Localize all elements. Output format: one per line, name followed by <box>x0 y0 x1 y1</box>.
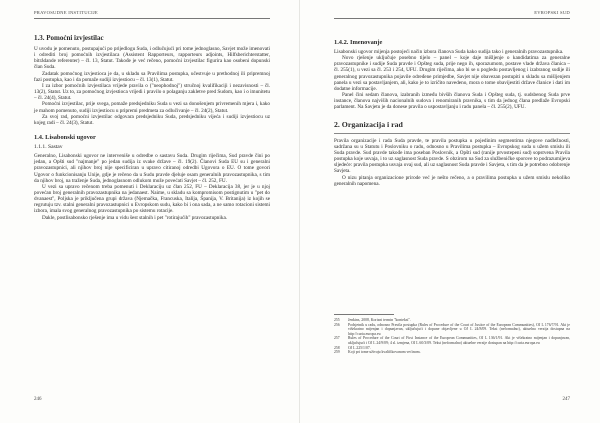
subsection-title: 1.1.1. Sastav <box>34 144 63 151</box>
section-2-title: 2. Organizacija i rad <box>334 119 403 129</box>
paragraph: O nizu pitanja organizacione prirode već je nešto rečeno, a o pravilima postupka u užem smislu nekoliko generalnih napomena. <box>334 174 570 187</box>
running-head-right: EVROPSKI SUD <box>534 10 570 15</box>
footnote-number: 258 <box>334 345 340 350</box>
footnote-text: Rules of Procedure of the Court of First Instance of the European Communities, OJ L 136/1/91. Akt je višekratno mijenjan i dopunjavan, uključujući i OJ L 24/9/09; 4 sl. izmjena, OJ L 60/3/09. Tekst (neformalno) aktuelne verzije dostupan na http://curia.europa.eu <box>348 336 570 345</box>
paragraph: Novo rješenje uključuje posebno tijelo – panel – koje daje mišljenje o kandidatima za generalne pravozastupnike i sudije Suda pravde i Opšteg suda, prije nego ih, sporazumom, postave vlade država članica – čl. 255(1), u vezi sa čl. 253 i 254, UFU. Drugim riječima, ako bi se u pogledu postavljenog i izabranog sudije ili generalnog pravozastupnika pojavile određene primjedbe, Savjet nije obavezan postupiti u skladu sa mišljenjem panela u vezi sa postavljanjem, ali, kako je to izričito navedeno, mora o tome obavijestiti države članice i dati im dodatne informacije. <box>334 55 570 92</box>
right-page <box>300 0 600 423</box>
paragraph: Dakle, postlisabonsko rješenje ima u vidu šest stalnih i pet "rotirajućih" pravozastupnika. <box>42 214 228 221</box>
page-number-right: 247 <box>562 397 570 402</box>
footnote-text: Jenkins, 2008, Korisni termin "kontekst". <box>348 318 411 322</box>
page-number-left: 246 <box>34 397 42 402</box>
footnote-text: Podsjetnik u radu, odnosno Pravila postupka (Rules of Procedure of the Court of Justice of the European Communities), OJ L 176/7/91. Akt je višekratno mijenjan i dopunjavan, uključujući i dopune objavljene u OJ L 24/8/09. Tekst (neformalno), aktuelna verzija dostupna na http://curia.europa.eu <box>348 322 570 336</box>
running-head-left: PRAVOSUDNE INSTITUCIJE <box>34 10 98 15</box>
footnote-number: 257 <box>334 336 340 341</box>
paragraph: Lisabonski ugovor mijenja postojeći način izbora članova Suda kako sudija tako i generalnih pravozastupnika. <box>334 49 564 55</box>
header-rule-right <box>334 18 570 19</box>
footnote-number: 256 <box>334 322 340 327</box>
paragraph: Za svoj rad, pomoćni izvjestilac odgovara predsjedniku Suda, predsjedniku vijeća i sudiji izvjestiocu uz kojeg radi – čl. 24(3), Statut. <box>34 113 270 126</box>
footnote-number: 255 <box>334 318 340 322</box>
section-1-4-2-title: 1.4.2. Imenovanje <box>334 39 383 46</box>
header-rule-left <box>34 18 270 19</box>
spacer <box>34 126 270 131</box>
left-page-content <box>34 34 270 221</box>
footnotes <box>334 314 570 355</box>
section-rule <box>334 133 570 134</box>
footnote-text: OJ L 225/1/07. <box>348 345 371 350</box>
footnote <box>334 336 570 345</box>
paragraph: Pravila organizacije i rada Suda pravde, te pravila postupka u pojedinim segmentima njegove nadležnosti, sadržana su u Statutu i Poslovniku o radu, odnosno u Pravilima postupka – Evropskog suda u užem smislu ili Suda pravde. Sud pravde takođe ima poseban Poslovnik, a Opšti sud (ranije prvostepeni sud) sopstvena Pravila postupka koje usvaja, i to uz saglasnost Suda pravde. S obzirom na Sud za službeničke sporove to podrazumijeva sljedeće: pravila postupka usvaja ovaj sud, ali uz saglasnost Suda pravde i Savjeta, s tim da je potrebno odobrenje Savjeta. <box>334 137 570 175</box>
footnote-number: 259 <box>334 350 340 355</box>
footnote-rule <box>334 314 394 315</box>
paragraph: I za izbor pomoćnih izvjestilaca vrijede pravila o ("neophodnoj") stručnoj kvalifikaciji i nezavisnosti – čl. 13(2), Statut. Uz to, za pomoćnog izvjestioca vrijedi i pravilo o polaganju zakletve pred Sudom, kao i o imunitetu – čl. 24(4), Statut. <box>34 82 270 102</box>
section-1-4-title: 1.4. Lisabonski ugovor <box>34 134 96 142</box>
paragraph: U vezi sa upravo rečenom treba pomenuti i Deklaraciju uz član 252, FU – Deklaracija 38, jer je u njoj povećan broj generalnih pravozastupnika na jedanaest. Naime, u skladu sa kompromisom postignutim u "pet do dvanaest", Poljska je priključena grupi država (Njemačka, Francuska, Italija, Španija, V. Britanija) iz kojih se regrutuju tzv. stalni generalni pravozastupnici u Evropskom sudu, kako bi i ona sada, a ne samo rotacioni sistemi izbora, imala svog generalnog pravozastupnika po sistemu rotacije. <box>34 183 270 215</box>
footnote <box>334 350 570 355</box>
paragraph: U uvodu je pomenuto, postupajući po prijedlogu Suda, i odlučujući pri tome jednoglasno, Savjet može imenovati i odrediti broj pomoćnih izvjestilaca (Assistent Rapporteurs, rapporteurs adjoints, Hilfsberichterstatter, bitrådande referenter) – čl. 13, Statut. Takođe je već rečeno, pomoćni izvjestilac figurira kao osobeni dopunski član Suda. <box>34 46 270 71</box>
paragraph: Panel čini sedam članova, izabranih između bivših članova Suda i Opšteg suda, tj. sudsbenog Suda prve instance, članova najviših nacionalnih sudova i renomiranih pravnika, s tim da jednog člana predlaže Evropski parlament. Na Savjetu je da donese pravila o uspostavljanju i radu panela – čl. 255(2), UFU. <box>334 92 570 111</box>
spacer <box>334 111 570 116</box>
paragraph: Generalno, Lisabonski ugovor ne interveniše u odredbe o sastavu Suda. Drugim riječima, Sud pravde čini po jedan, a Opšti sud "najmanje" po jedan sudija iz svake države – čl. 19(2). Članovi Suda EU su i generalni pravozastupnici, ali njihov broj nije specificiran u upravo citiranoj odredbi Ugovora o EU. O tome govori Ugovor o funkcionisanju Unije, gdje je rečeno da u Sudu pravde djeluje osam generalnih pravozastupnika, s tim da njihov broj, na traženje Suda, jednoglasnom odlukom može povećati Savjet – čl. 252, FU. <box>34 153 270 184</box>
right-page-content <box>334 36 570 187</box>
paragraph: Zadatak pomoćnog izvjestioca je da, u skladu sa Pravilima postupka, učestvuje u prethodnoj ili pripremnoj fazi postupka, kao i da pomaže sudiji izvjestiocu – čl. 13(1), Statut. <box>34 70 270 83</box>
section-1-3-title: 1.3. Pomoćni izvjestilac <box>34 34 104 42</box>
footnote-text: Koji pri tome uživaju kvalifikovanom većinom. <box>348 350 421 355</box>
paragraph: Pomoćni izvjestilac, prije svega, pomaže predsjedniku Suda u vezi sa donošenjem privremenih mjera i, kako je mahom pomenuto, sudiji izvjestiocu u pripremi predmeta za odlučivanje – čl. 24(2), Statut. <box>34 101 270 114</box>
footnote <box>334 323 570 337</box>
